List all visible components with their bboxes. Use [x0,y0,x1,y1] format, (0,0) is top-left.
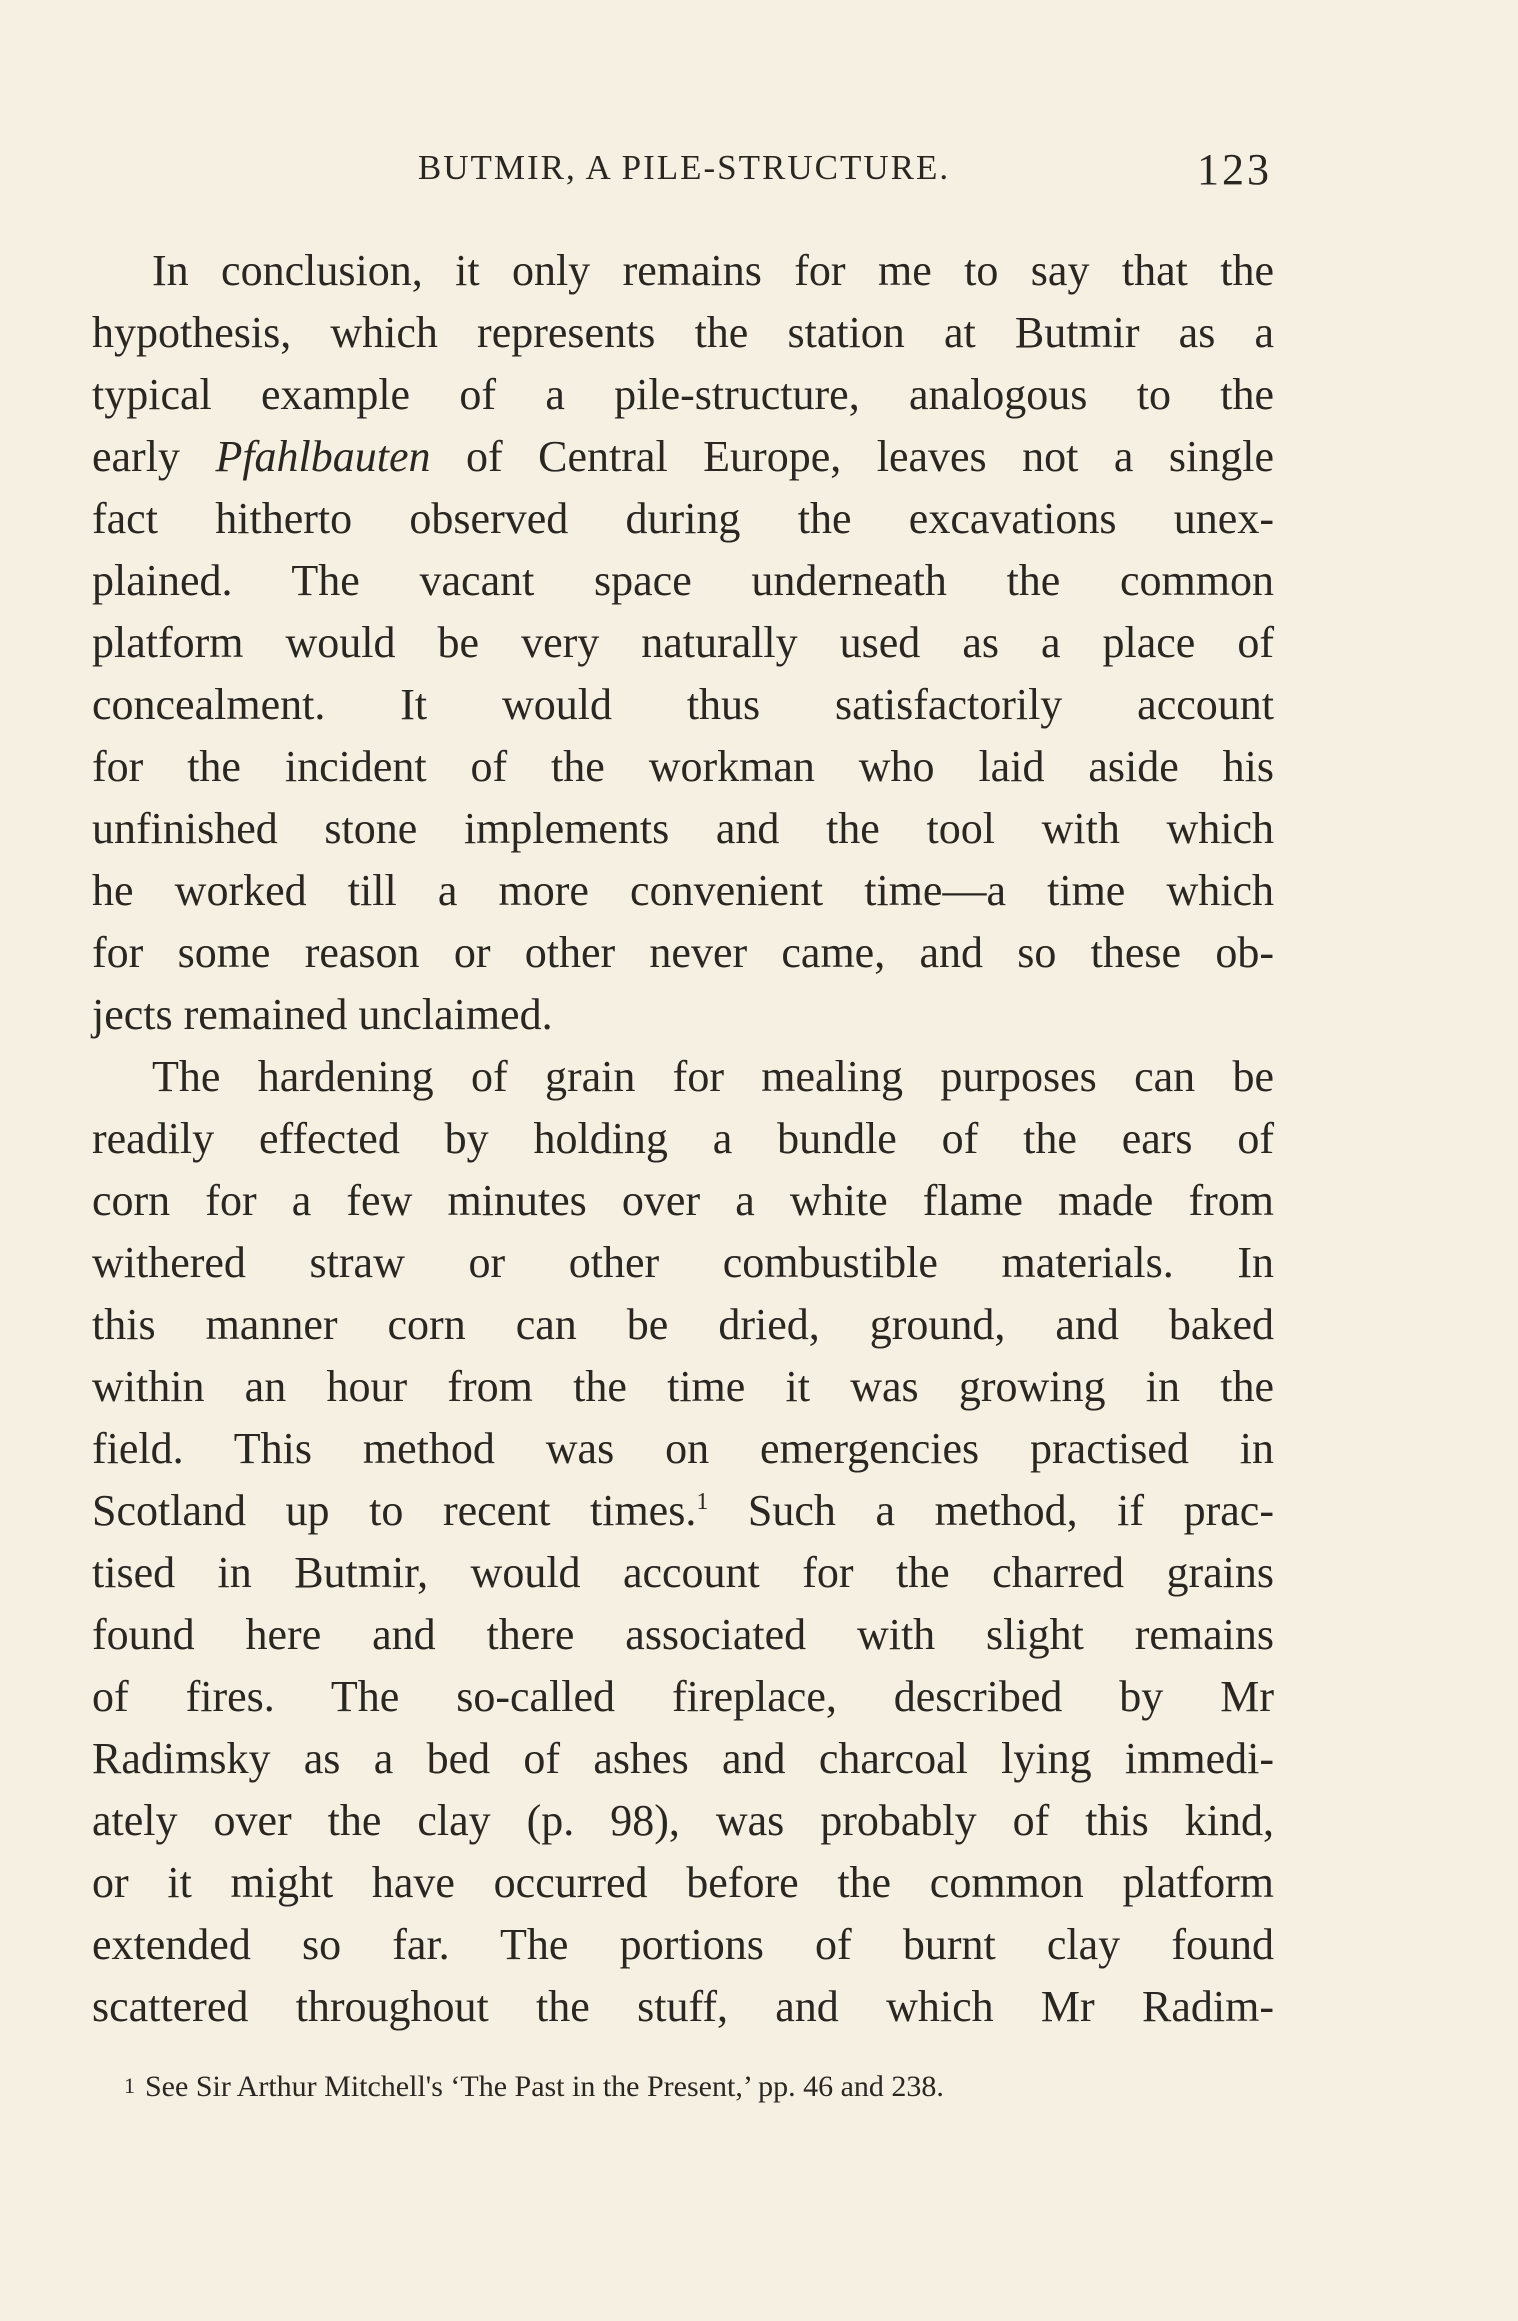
footnote [124,2066,1274,2107]
text-line: Radimsky as a bed of ashes and charcoal lying immedi- [92,1734,1274,1783]
text-line: this manner corn can be dried, ground, and baked [92,1300,1274,1349]
footnote-text: See Sir Arthur Mitchell's ‘The Past in the Present,’ pp. 46 and 238. [145,2070,944,2103]
text-line: The hardening of grain for mealing purposes can be [152,1052,1274,1101]
text-line: field. This method was on emergencies practised in [92,1424,1274,1473]
running-head [96,145,1272,198]
text-line: fact hitherto observed during the excavations unex- [92,494,1274,543]
text-segment: Such a method, if prac- [708,1486,1274,1535]
text-line: he worked till a more convenient time—a time which [92,866,1274,915]
text-segment: early [92,432,216,481]
text-line: In conclusion, it only remains for me to say that the [152,246,1274,295]
text-line [92,1480,1274,1542]
running-title: BUTMIR, A PILE-STRUCTURE. [417,148,951,187]
text-line: tised in Butmir, would account for the charred grains [92,1548,1274,1597]
text-line: corn for a few minutes over a white flame made from [92,1176,1274,1225]
text-line: of fires. The so-called fireplace, described by Mr [92,1672,1274,1721]
text-line: or it might have occurred before the common platform [92,1858,1274,1907]
text-line: unfinished stone implements and the tool with which [92,804,1274,853]
text-line: for the incident of the workman who laid aside his [92,742,1274,791]
text-line: within an hour from the time it was growing in the [92,1362,1274,1411]
italic-term: Pfahlbauten [215,432,431,481]
text-line: concealment. It would thus satisfactorily account [92,680,1274,729]
text-line: typical example of a pile-structure, analogous to the [92,370,1274,419]
text-line: jects remained unclaimed. [92,990,553,1039]
text-line: withered straw or other combustible materials. In [92,1238,1274,1287]
text-line: plained. The vacant space underneath the common [92,556,1274,605]
text-line: hypothesis, which represents the station at Butmir as a [92,308,1274,357]
text-segment: Scotland up to recent times. [92,1486,697,1535]
footnote-reference: 1 [696,1489,709,1515]
page-number: 123 [1197,145,1272,194]
text-line: found here and there associated with slight remains [92,1610,1274,1659]
text-line: for some reason or other never came, and so these ob- [92,928,1274,977]
footnote-mark: 1 [124,2073,135,2098]
text-segment: of Central Europe, leaves not a single [430,432,1274,481]
text-line: scattered throughout the stuff, and which Mr Radim- [92,1982,1274,2031]
body-text [92,240,1274,2038]
text-line: ately over the clay (p. 98), was probably of this kind, [92,1796,1274,1845]
text-line: readily effected by holding a bundle of the ears of [92,1114,1274,1163]
text-line: platform would be very naturally used as a place of [92,618,1274,667]
text-line: extended so far. The portions of burnt clay found [92,1920,1274,1969]
text-line [92,426,1274,488]
